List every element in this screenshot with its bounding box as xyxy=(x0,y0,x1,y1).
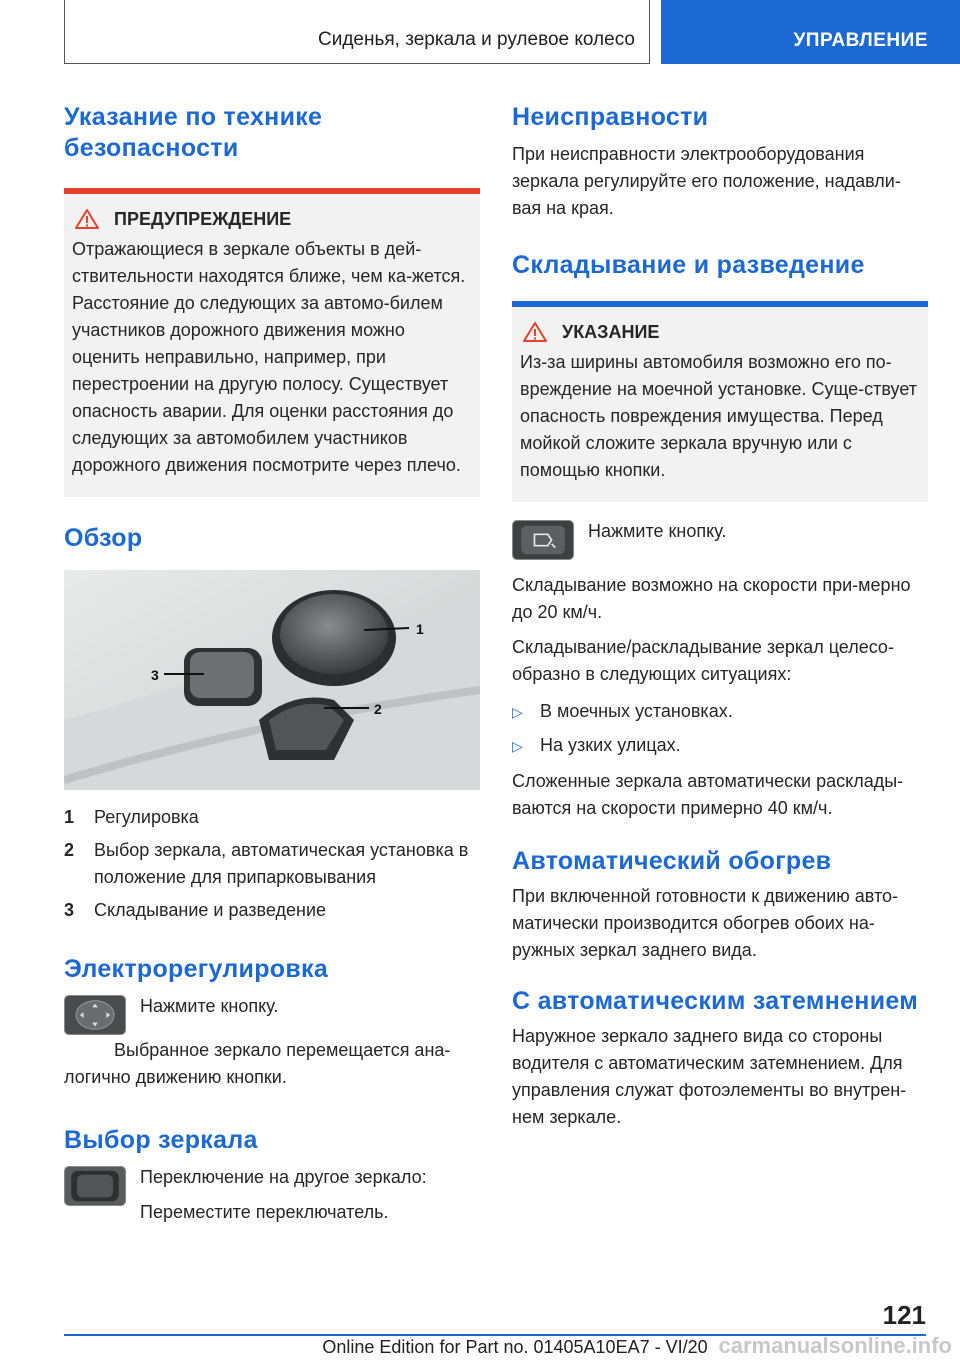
notice-triangle-icon xyxy=(522,321,548,343)
legend-item: 3 Складывание и разведение xyxy=(64,900,327,920)
bullet-item: ▷ В моечных установках. xyxy=(512,698,928,726)
notice-box xyxy=(512,301,928,502)
select-step-row xyxy=(64,1164,480,1226)
bullet-triangle-icon: ▷ xyxy=(512,738,523,754)
legend-item: 2 Выбор зеркала, автоматическая установка в положение для припарковывания xyxy=(64,840,469,887)
electro-text: Выбранное зеркало перемещается ана-логично движению кнопки. xyxy=(64,1040,451,1087)
select-text: Переместите переключатель. xyxy=(140,1202,389,1222)
fold-step-text: Нажмите кнопку. xyxy=(588,521,727,541)
heat-text: При включенной готовности к движению авто-матически производится обогрев обоих на-ружных зеркал заднего вида. xyxy=(512,886,899,960)
warning-text: Отражающиеся в зеркале объекты в дей-ствительности находятся ближе, чем ка-жется. Расстояние до следующих за автомо-билем участников дорожного движения можно оценить неправильно, например, при перестроении на другую полосу. Существует опасность аварии. Для оценки расстояния до следующих за автомобилем участников дорожного движения посмотрите через плечо. xyxy=(72,239,466,475)
fold-when-text: Складывание/раскладывание зеркал целесо-образно в следующих ситуациях: xyxy=(512,637,894,684)
bullet-item: ▷ На узких улицах. xyxy=(512,732,928,760)
mirror-switch-icon xyxy=(64,1166,126,1206)
overview-heading: Обзор xyxy=(64,524,143,552)
legend-list xyxy=(64,804,480,924)
watermark-text: carmanualsonline.info xyxy=(718,1333,952,1358)
figure-callout-2: 2 xyxy=(374,701,382,717)
fault-text: При неисправности электрооборудования зеркала регулируйте его положение, надавли-вая на края. xyxy=(512,144,901,218)
warning-title-row: ПРЕДУПРЕЖДЕНИЕ xyxy=(72,208,472,230)
select-heading: Выбор зеркала xyxy=(64,1126,258,1154)
heat-heading: Автоматический обогрев xyxy=(512,847,832,875)
notice-title-row: УКАЗАНИЕ xyxy=(520,321,920,343)
notice-text: Из-за ширины автомобиля возможно его по-вреждение на моечной установке. Суще-ствует опасность повреждения имущества. Перед мойкой сложите зеркала вручную или с помощью кнопки. xyxy=(520,352,918,480)
fold-heading: Складывание и разведение xyxy=(512,251,865,279)
fold-auto-text: Сложенные зеркала автоматически расклады-ваются на скорости примерно 40 км/ч. xyxy=(512,771,904,818)
dim-text: Наружное зеркало заднего вида со стороны водителя с автоматическим затемнением. Для управления служат фотоэлементы во внутрен-нем зеркале. xyxy=(512,1026,907,1127)
warning-box xyxy=(64,188,480,497)
electro-step-row xyxy=(64,993,480,1035)
mirror-controls-photo xyxy=(64,570,480,790)
legend-item: 1 Регулировка xyxy=(64,807,199,827)
select-step-text: Переключение на другое зеркало: xyxy=(140,1167,427,1187)
fold-speed-text: Складывание возможно на скорости при-мерно до 20 км/ч. xyxy=(512,575,911,622)
safety-heading: Указание по технике безопасности xyxy=(64,103,323,162)
figure-callout-3: 3 xyxy=(151,667,159,683)
fold-step-row xyxy=(512,518,928,560)
bullet-triangle-icon: ▷ xyxy=(512,704,523,720)
right-column xyxy=(512,102,928,1131)
header-chapter-tab[interactable]: УПРАВЛЕНИЕ xyxy=(661,0,960,64)
fold-mirror-button-icon xyxy=(512,520,574,560)
electro-heading: Электрорегулировка xyxy=(64,955,329,983)
fault-heading: Неисправности xyxy=(512,103,709,131)
footer-edition: Online Edition for Part no. 01405A10EA7 - VI/20 xyxy=(322,1337,708,1357)
dim-heading: С автоматическим затемнением xyxy=(512,987,919,1015)
warning-triangle-icon xyxy=(74,208,100,230)
left-column xyxy=(64,102,480,1226)
header-section-title: Сиденья, зеркала и рулевое колесо xyxy=(64,0,650,64)
electro-step-text: Нажмите кнопку. xyxy=(140,996,279,1016)
adjust-pad-icon xyxy=(64,995,126,1035)
page-number: 121 xyxy=(882,1300,926,1330)
figure-callout-1: 1 xyxy=(416,621,424,637)
